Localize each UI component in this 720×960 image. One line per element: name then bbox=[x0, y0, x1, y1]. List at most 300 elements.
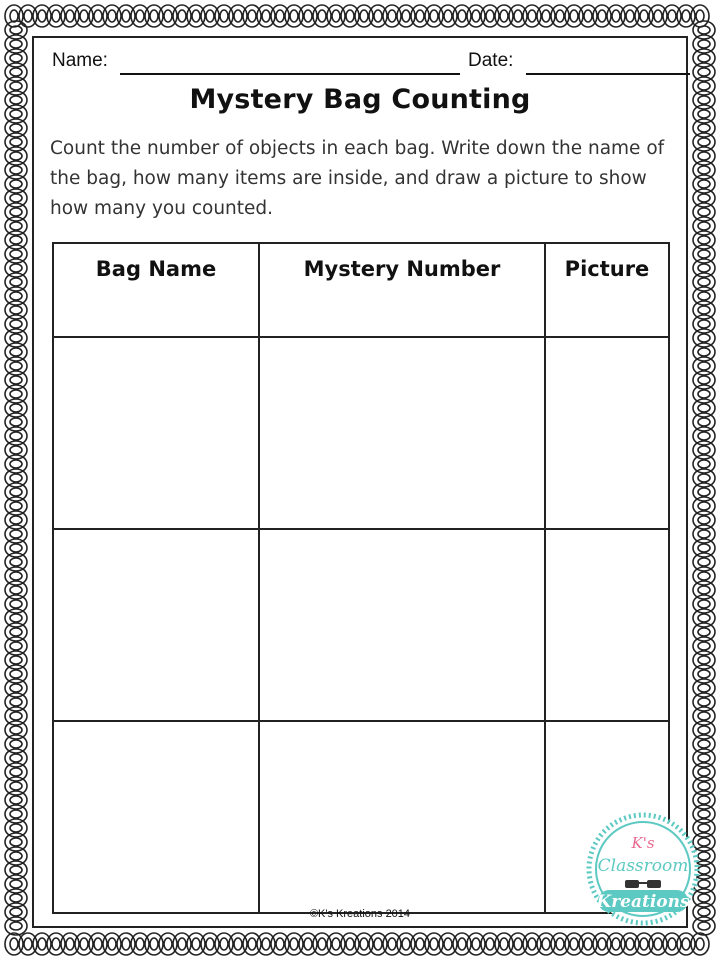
border-loop bbox=[10, 880, 22, 888]
border-loop bbox=[5, 721, 27, 739]
border-loop bbox=[668, 938, 676, 950]
border-loop bbox=[5, 91, 27, 109]
border-loop bbox=[10, 82, 22, 90]
name-label: Name: bbox=[52, 50, 108, 71]
border-loop bbox=[346, 938, 354, 950]
border-loop bbox=[698, 614, 710, 622]
table-row bbox=[53, 529, 669, 721]
border-loop bbox=[698, 110, 710, 118]
border-loop bbox=[89, 933, 107, 955]
border-loop bbox=[5, 245, 27, 263]
border-loop bbox=[75, 5, 93, 27]
border-loop bbox=[698, 376, 710, 384]
border-loop bbox=[696, 10, 704, 22]
border-loop bbox=[10, 726, 22, 734]
border-loop bbox=[10, 250, 22, 258]
border-loop bbox=[5, 77, 27, 95]
border-loop bbox=[136, 938, 144, 950]
border-loop bbox=[698, 250, 710, 258]
border-loop bbox=[38, 938, 46, 950]
border-loop bbox=[10, 866, 22, 874]
border-loop bbox=[5, 875, 27, 893]
border-loop bbox=[481, 5, 499, 27]
border-loop bbox=[693, 133, 715, 151]
bag-name-cell[interactable] bbox=[53, 529, 259, 721]
border-loop bbox=[108, 938, 116, 950]
border-loop bbox=[5, 273, 27, 291]
border-loop bbox=[262, 10, 270, 22]
border-loop bbox=[584, 938, 592, 950]
border-loop bbox=[117, 933, 135, 955]
name-field-line[interactable] bbox=[120, 73, 460, 75]
border-loop bbox=[698, 418, 710, 426]
border-loop bbox=[10, 600, 22, 608]
border-loop bbox=[150, 938, 158, 950]
picture-cell[interactable] bbox=[545, 337, 669, 529]
border-loop bbox=[481, 933, 499, 955]
border-loop bbox=[579, 933, 597, 955]
border-loop bbox=[542, 10, 550, 22]
border-loop bbox=[5, 49, 27, 67]
border-loop bbox=[472, 938, 480, 950]
border-loop bbox=[411, 5, 429, 27]
border-loop bbox=[649, 5, 667, 27]
border-loop bbox=[693, 413, 715, 431]
border-loop bbox=[10, 502, 22, 510]
border-loop bbox=[698, 544, 710, 552]
border-loop bbox=[425, 933, 443, 955]
border-loop bbox=[698, 572, 710, 580]
border-loop bbox=[10, 404, 22, 412]
border-loop bbox=[696, 938, 704, 950]
border-loop bbox=[693, 483, 715, 501]
border-loop bbox=[346, 10, 354, 22]
border-loop bbox=[626, 10, 634, 22]
border-loop bbox=[5, 623, 27, 641]
border-loop bbox=[693, 301, 715, 319]
border-loop bbox=[276, 10, 284, 22]
border-loop bbox=[693, 385, 715, 403]
border-loop bbox=[234, 10, 242, 22]
border-loop bbox=[388, 938, 396, 950]
table-row bbox=[53, 721, 669, 913]
border-loop bbox=[698, 180, 710, 188]
border-loop bbox=[10, 712, 22, 720]
border-loop bbox=[262, 938, 270, 950]
border-loop bbox=[693, 273, 715, 291]
border-loop bbox=[327, 933, 345, 955]
bag-name-cell[interactable] bbox=[53, 721, 259, 913]
border-loop bbox=[5, 133, 27, 151]
border-loop bbox=[10, 782, 22, 790]
border-loop bbox=[523, 5, 541, 27]
border-loop bbox=[698, 194, 710, 202]
border-loop bbox=[698, 362, 710, 370]
border-loop bbox=[80, 10, 88, 22]
border-loop bbox=[5, 511, 27, 529]
border-loop bbox=[271, 5, 289, 27]
table-header-row bbox=[53, 243, 669, 337]
border-loop bbox=[5, 903, 27, 921]
border-loop bbox=[698, 684, 710, 692]
border-loop bbox=[136, 10, 144, 22]
border-loop bbox=[215, 5, 233, 27]
border-loop bbox=[117, 5, 135, 27]
border-loop bbox=[693, 427, 715, 445]
border-loop bbox=[178, 938, 186, 950]
border-loop bbox=[5, 525, 27, 543]
border-loop bbox=[187, 5, 205, 27]
border-loop bbox=[10, 194, 22, 202]
border-loop bbox=[10, 40, 22, 48]
border-loop bbox=[500, 938, 508, 950]
border-loop bbox=[5, 175, 27, 193]
border-loop bbox=[122, 10, 130, 22]
border-loop bbox=[206, 10, 214, 22]
border-loop bbox=[341, 933, 359, 955]
border-loop bbox=[693, 637, 715, 655]
border-loop bbox=[243, 5, 261, 27]
border-loop bbox=[5, 63, 27, 81]
border-loop bbox=[383, 933, 401, 955]
border-loop bbox=[66, 10, 74, 22]
border-loop bbox=[10, 446, 22, 454]
border-loop bbox=[5, 609, 27, 627]
column-header-picture: Picture bbox=[545, 243, 669, 337]
border-loop bbox=[5, 651, 27, 669]
border-loop bbox=[10, 516, 22, 524]
border-loop bbox=[5, 819, 27, 837]
border-loop bbox=[698, 670, 710, 678]
border-loop bbox=[5, 933, 23, 955]
border-loop bbox=[537, 5, 555, 27]
border-loop bbox=[509, 5, 527, 27]
border-loop bbox=[304, 938, 312, 950]
border-loop bbox=[5, 455, 27, 473]
border-loop bbox=[698, 642, 710, 650]
border-loop bbox=[327, 5, 345, 27]
border-loop bbox=[698, 320, 710, 328]
border-loop bbox=[332, 10, 340, 22]
border-loop bbox=[5, 749, 27, 767]
border-loop bbox=[472, 10, 480, 22]
border-loop bbox=[5, 189, 27, 207]
border-loop bbox=[229, 5, 247, 27]
border-loop bbox=[5, 119, 27, 137]
border-loop bbox=[698, 306, 710, 314]
border-loop bbox=[10, 558, 22, 566]
border-loop bbox=[693, 399, 715, 417]
border-loop bbox=[693, 581, 715, 599]
border-loop bbox=[698, 460, 710, 468]
border-loop bbox=[10, 54, 22, 62]
border-loop bbox=[698, 502, 710, 510]
border-loop bbox=[192, 938, 200, 950]
border-loop bbox=[693, 147, 715, 165]
border-loop bbox=[698, 54, 710, 62]
border-loop bbox=[10, 642, 22, 650]
border-loop bbox=[201, 933, 219, 955]
border-loop bbox=[10, 460, 22, 468]
border-loop bbox=[537, 933, 555, 955]
border-loop bbox=[467, 5, 485, 27]
border-loop bbox=[131, 5, 149, 27]
border-loop bbox=[10, 320, 22, 328]
border-loop bbox=[612, 938, 620, 950]
border-loop bbox=[5, 595, 27, 613]
border-loop bbox=[10, 938, 18, 950]
border-loop bbox=[360, 938, 368, 950]
border-loop bbox=[10, 292, 22, 300]
border-loop bbox=[10, 894, 22, 902]
border-loop bbox=[693, 175, 715, 193]
border-loop bbox=[668, 10, 676, 22]
border-loop bbox=[38, 10, 46, 22]
border-loop bbox=[584, 10, 592, 22]
border-loop bbox=[5, 707, 27, 725]
border-loop bbox=[229, 933, 247, 955]
border-loop bbox=[5, 35, 27, 53]
border-loop bbox=[621, 933, 639, 955]
border-loop bbox=[551, 5, 569, 27]
border-loop bbox=[47, 5, 65, 27]
border-loop bbox=[10, 740, 22, 748]
border-loop bbox=[192, 10, 200, 22]
border-loop bbox=[698, 152, 710, 160]
copyright-footer: ©K's Kreations 2014 bbox=[309, 908, 411, 920]
border-loop bbox=[698, 698, 710, 706]
border-loop bbox=[10, 138, 22, 146]
border-loop bbox=[693, 623, 715, 641]
border-loop bbox=[5, 679, 27, 697]
border-loop bbox=[388, 10, 396, 22]
border-loop bbox=[458, 938, 466, 950]
border-loop bbox=[693, 21, 715, 39]
logo-line3: Kreations bbox=[596, 892, 690, 912]
border-loop bbox=[5, 343, 27, 361]
border-loop bbox=[556, 10, 564, 22]
mystery-number-cell[interactable] bbox=[259, 721, 545, 913]
border-loop bbox=[523, 933, 541, 955]
border-loop bbox=[663, 933, 681, 955]
counting-table bbox=[52, 242, 670, 914]
border-loop bbox=[5, 861, 27, 879]
border-loop bbox=[10, 432, 22, 440]
border-loop bbox=[635, 5, 653, 27]
border-loop bbox=[10, 614, 22, 622]
border-loop bbox=[10, 852, 22, 860]
border-loop bbox=[495, 5, 513, 27]
border-loop bbox=[10, 376, 22, 384]
border-loop bbox=[698, 264, 710, 272]
border-loop bbox=[500, 10, 508, 22]
border-loop bbox=[10, 96, 22, 104]
border-loop bbox=[698, 138, 710, 146]
border-loop bbox=[164, 10, 172, 22]
border-loop bbox=[234, 938, 242, 950]
border-loop bbox=[5, 889, 27, 907]
border-loop bbox=[698, 768, 710, 776]
border-loop bbox=[66, 938, 74, 950]
ks-classroom-kreations-logo bbox=[584, 810, 702, 928]
border-loop bbox=[173, 5, 191, 27]
border-loop bbox=[10, 922, 22, 930]
border-loop bbox=[313, 5, 331, 27]
border-loop bbox=[528, 10, 536, 22]
border-loop bbox=[682, 10, 690, 22]
border-loop bbox=[5, 637, 27, 655]
border-loop bbox=[374, 10, 382, 22]
mystery-number-cell[interactable] bbox=[259, 337, 545, 529]
border-loop bbox=[52, 938, 60, 950]
border-loop bbox=[514, 938, 522, 950]
border-loop bbox=[150, 10, 158, 22]
border-loop bbox=[693, 679, 715, 697]
border-loop bbox=[698, 334, 710, 342]
border-loop bbox=[698, 726, 710, 734]
border-loop bbox=[565, 5, 583, 27]
border-loop bbox=[570, 938, 578, 950]
border-loop bbox=[5, 553, 27, 571]
border-loop bbox=[528, 938, 536, 950]
border-loop bbox=[598, 938, 606, 950]
border-loop bbox=[698, 474, 710, 482]
border-loop bbox=[693, 497, 715, 515]
border-loop bbox=[103, 933, 121, 955]
border-loop bbox=[698, 222, 710, 230]
border-loop bbox=[318, 938, 326, 950]
border-loop bbox=[698, 754, 710, 762]
worksheet bbox=[32, 36, 688, 928]
picture-cell[interactable] bbox=[545, 529, 669, 721]
border-loop bbox=[693, 217, 715, 235]
border-loop bbox=[693, 763, 715, 781]
border-loop bbox=[10, 348, 22, 356]
border-loop bbox=[10, 418, 22, 426]
border-loop bbox=[5, 665, 27, 683]
border-loop bbox=[10, 586, 22, 594]
border-loop bbox=[5, 791, 27, 809]
border-loop bbox=[243, 933, 261, 955]
border-loop bbox=[5, 539, 27, 557]
border-loop bbox=[416, 10, 424, 22]
column-header-bag-name: Bag Name bbox=[53, 243, 259, 337]
border-loop bbox=[5, 105, 27, 123]
border-loop bbox=[332, 938, 340, 950]
border-loop bbox=[5, 917, 27, 935]
border-loop bbox=[621, 5, 639, 27]
border-loop bbox=[5, 315, 27, 333]
border-loop bbox=[5, 735, 27, 753]
border-loop bbox=[635, 933, 653, 955]
border-loop bbox=[5, 413, 27, 431]
border-loop bbox=[698, 516, 710, 524]
border-loop bbox=[698, 530, 710, 538]
border-loop bbox=[425, 5, 443, 27]
border-loop bbox=[248, 938, 256, 950]
border-loop bbox=[693, 119, 715, 137]
border-loop bbox=[551, 933, 569, 955]
border-loop bbox=[10, 110, 22, 118]
border-loop bbox=[430, 938, 438, 950]
border-loop bbox=[164, 938, 172, 950]
border-loop bbox=[5, 259, 27, 277]
border-loop bbox=[453, 5, 471, 27]
border-loop bbox=[341, 5, 359, 27]
border-loop bbox=[5, 21, 27, 39]
border-loop bbox=[698, 124, 710, 132]
border-loop bbox=[693, 693, 715, 711]
border-loop bbox=[693, 525, 715, 543]
border-loop bbox=[693, 749, 715, 767]
border-loop bbox=[19, 5, 37, 27]
border-loop bbox=[693, 539, 715, 557]
border-loop bbox=[10, 180, 22, 188]
border-loop bbox=[10, 670, 22, 678]
mystery-number-cell[interactable] bbox=[259, 529, 545, 721]
border-loop bbox=[663, 5, 681, 27]
border-loop bbox=[693, 791, 715, 809]
border-loop bbox=[698, 166, 710, 174]
border-loop bbox=[206, 938, 214, 950]
bag-name-cell[interactable] bbox=[53, 337, 259, 529]
border-loop bbox=[693, 735, 715, 753]
border-loop bbox=[698, 558, 710, 566]
border-loop bbox=[509, 933, 527, 955]
border-loop bbox=[5, 231, 27, 249]
border-loop bbox=[89, 5, 107, 27]
border-loop bbox=[458, 10, 466, 22]
border-loop bbox=[693, 343, 715, 361]
border-loop bbox=[693, 777, 715, 795]
border-loop bbox=[10, 824, 22, 832]
border-loop bbox=[271, 933, 289, 955]
border-loop bbox=[698, 404, 710, 412]
border-loop bbox=[10, 306, 22, 314]
border-loop bbox=[495, 933, 513, 955]
border-loop bbox=[693, 259, 715, 277]
border-loop bbox=[220, 10, 228, 22]
border-loop bbox=[698, 96, 710, 104]
border-loop bbox=[693, 455, 715, 473]
border-loop bbox=[693, 287, 715, 305]
border-loop bbox=[383, 5, 401, 27]
border-loop bbox=[5, 147, 27, 165]
border-loop bbox=[698, 712, 710, 720]
border-loop bbox=[10, 334, 22, 342]
border-loop bbox=[640, 938, 648, 950]
border-loop bbox=[402, 938, 410, 950]
border-loop bbox=[5, 833, 27, 851]
date-field-line[interactable] bbox=[526, 73, 690, 75]
border-loop bbox=[369, 5, 387, 27]
border-loop bbox=[693, 595, 715, 613]
border-loop bbox=[430, 10, 438, 22]
border-loop bbox=[47, 933, 65, 955]
border-loop bbox=[677, 933, 695, 955]
border-loop bbox=[5, 329, 27, 347]
border-loop bbox=[5, 161, 27, 179]
border-loop bbox=[486, 10, 494, 22]
border-loop bbox=[693, 441, 715, 459]
border-loop bbox=[313, 933, 331, 955]
border-loop bbox=[698, 782, 710, 790]
border-loop bbox=[304, 10, 312, 22]
border-loop bbox=[693, 609, 715, 627]
border-loop bbox=[698, 390, 710, 398]
border-loop bbox=[122, 938, 130, 950]
border-loop bbox=[10, 628, 22, 636]
